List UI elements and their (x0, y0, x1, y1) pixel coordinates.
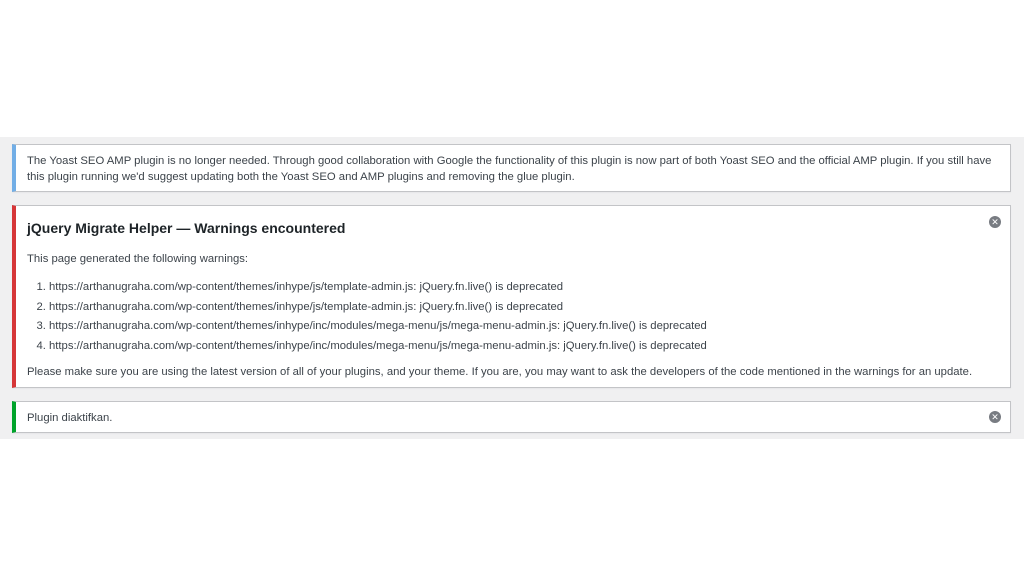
yoast-amp-notice-message: The Yoast SEO AMP plugin is no longer needed. Through good collaboration with Google the functionality of this plugin is now part of both Yoast SEO and the official AMP plugin. If you still have this plugin running we'd suggest updating both the Yoast SEO and AMP plugins and removing the glue plugin. (27, 155, 992, 183)
warning-item: 3. https://arthanugraha.com/wp-content/themes/inhype/inc/modules/mega-menu/js/mega-menu-admin.js: jQuery.fn.live() is deprecated (49, 318, 999, 334)
warnings-list (27, 279, 999, 358)
warning-item: 1. https://arthanugraha.com/wp-content/themes/inhype/js/template-admin.js: jQuery.fn.live() is deprecated (49, 279, 999, 295)
plugin-activated-notice (12, 401, 1011, 433)
jquery-migrate-warning-notice (12, 205, 1011, 388)
warnings-intro-text: This page generated the following warnings: (27, 253, 249, 265)
plugin-activated-message: Plugin diaktifkan. (27, 412, 113, 424)
dismiss-circle-icon[interactable]: ✕ (989, 216, 1001, 228)
yoast-amp-info-notice (12, 144, 1011, 192)
admin-notices-area (0, 137, 1024, 439)
dismiss-circle-icon[interactable]: ✕ (989, 411, 1001, 423)
jquery-migrate-notice-title: jQuery Migrate Helper — Warnings encountered (27, 220, 346, 236)
warning-item: 4. https://arthanugraha.com/wp-content/themes/inhype/inc/modules/mega-menu/js/mega-menu-admin.js: jQuery.fn.live() is deprecated (49, 338, 999, 354)
warning-item: 2. https://arthanugraha.com/wp-content/themes/inhype/js/template-admin.js: jQuery.fn.live() is deprecated (49, 299, 999, 315)
warnings-outro-text: Please make sure you are using the latest version of all of your plugins, and your theme. If you are, you may want to ask the developers of the code mentioned in the warnings for an update. (27, 366, 973, 378)
